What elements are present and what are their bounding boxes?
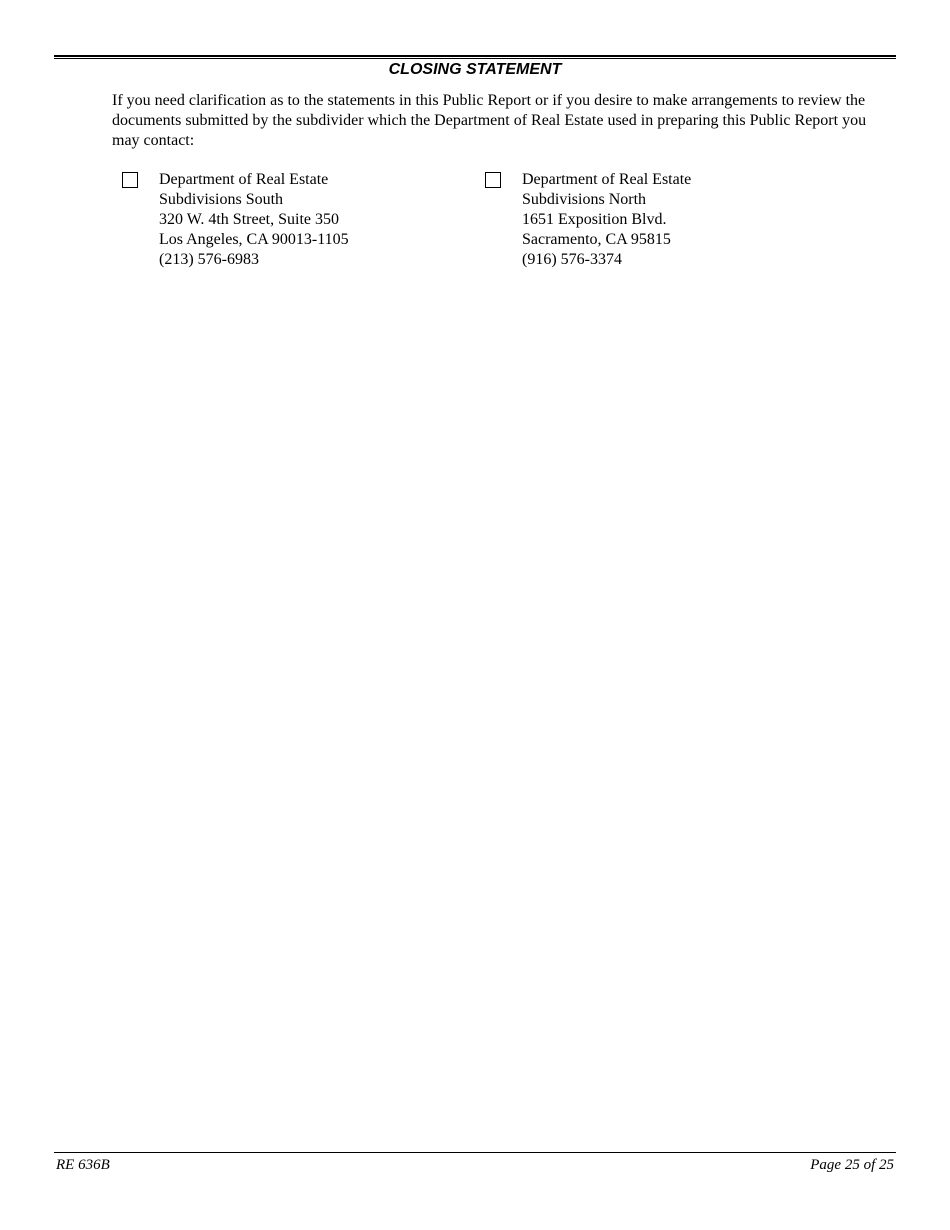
bottom-rule	[54, 1152, 896, 1153]
contact-north-line1: Department of Real Estate	[522, 171, 692, 188]
intro-paragraph: If you need clarification as to the statements in this Public Report or if you desire to make arrangements to review the documents submitted by the subdivider which the Department of Real Estate used in preparing this Public Report you may contact:	[112, 92, 867, 149]
contact-north-phone: (916) 576-3374	[522, 251, 622, 268]
section-title: CLOSING STATEMENT	[388, 61, 562, 78]
contact-north-address	[522, 170, 691, 270]
contact-north-line2: Subdivisions North	[522, 191, 647, 208]
contact-south-phone: (213) 576-6983	[159, 251, 259, 268]
contact-south-line4: Los Angeles, CA 90013-1105	[159, 231, 349, 248]
contact-north-line3: 1651 Exposition Blvd.	[522, 211, 667, 228]
page-number: Page 25 of 25	[810, 1157, 894, 1173]
contact-south-line1: Department of Real Estate	[159, 171, 329, 188]
contact-south-checkbox[interactable]	[122, 172, 138, 188]
contact-north-checkbox[interactable]	[485, 172, 501, 188]
contact-south-address	[159, 170, 349, 270]
top-rule	[54, 55, 896, 59]
contact-south-line2: Subdivisions South	[159, 191, 284, 208]
contact-north-line4: Sacramento, CA 95815	[522, 231, 671, 248]
form-id: RE 636B	[56, 1157, 110, 1173]
contact-south-line3: 320 W. 4th Street, Suite 350	[159, 211, 339, 228]
